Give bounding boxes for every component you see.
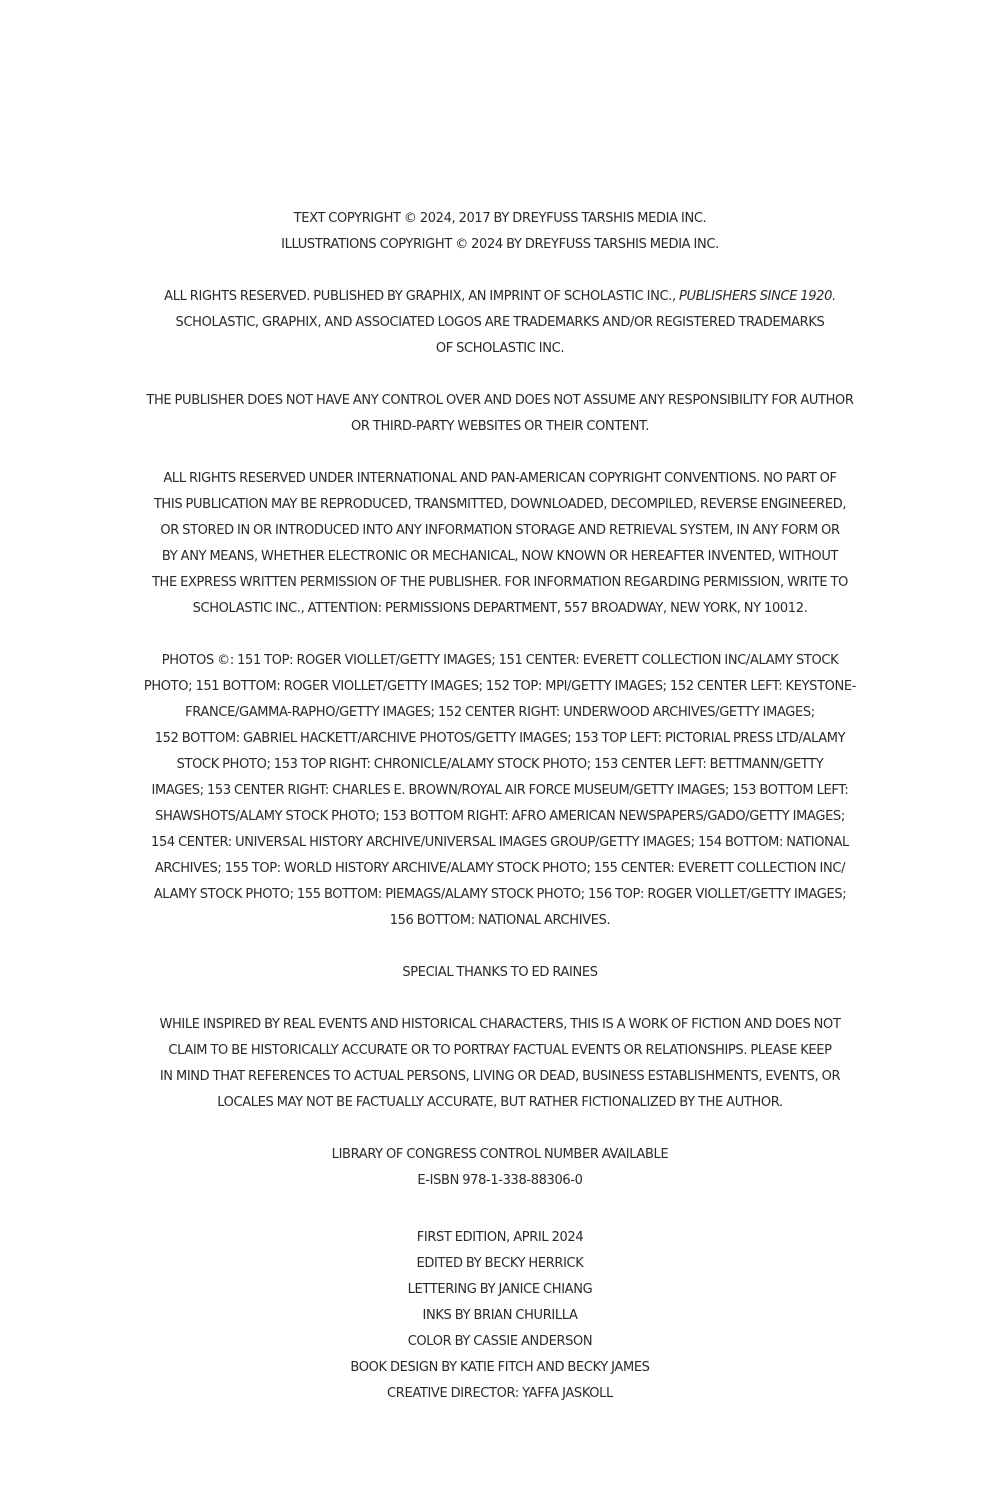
illustrations-copyright: ILLUSTRATIONS COPYRIGHT © 2024 BY DREYFUSS TARSHIS MEDIA INC. <box>281 237 719 252</box>
fiction-disclaimer-line: IN MIND THAT REFERENCES TO ACTUAL PERSONS, LIVING OR DEAD, BUSINESS ESTABLISHMENTS, EVENTS, OR <box>159 1069 841 1084</box>
credit-line: BOOK DESIGN BY KATIE FITCH AND BECKY JAMES <box>350 1360 650 1375</box>
fiction-disclaimer-line: LOCALES MAY NOT BE FACTUALLY ACCURATE, BUT RATHER FICTIONALIZED BY THE AUTHOR. <box>217 1095 783 1110</box>
publishers-since-tagline: PUBLISHERS SINCE 1920. <box>679 289 836 304</box>
thanks-block <box>140 960 860 986</box>
conventions-line: OR STORED IN OR INTRODUCED INTO ANY INFORMATION STORAGE AND RETRIEVAL SYSTEM, IN ANY FORM OR <box>160 523 840 538</box>
credit-line: CREATIVE DIRECTOR: YAFFA JASKOLL <box>387 1386 613 1401</box>
fiction-disclaimer-line: CLAIM TO BE HISTORICALLY ACCURATE OR TO PORTRAY FACTUAL EVENTS OR RELATIONSHIPS. PLEASE KEEP <box>168 1043 832 1058</box>
credit-line: COLOR BY CASSIE ANDERSON <box>407 1334 593 1349</box>
photo-credits-line: STOCK PHOTO; 153 TOP RIGHT: CHRONICLE/ALAMY STOCK PHOTO; 153 CENTER LEFT: BETTMANN/GETTY <box>176 757 824 772</box>
photo-credits-line: 154 CENTER: UNIVERSAL HISTORY ARCHIVE/UNIVERSAL IMAGES GROUP/GETTY IMAGES; 154 BOTTOM: NATIONAL <box>151 835 849 850</box>
photo-credits-line: IMAGES; 153 CENTER RIGHT: CHARLES E. BROWN/ROYAL AIR FORCE MUSEUM/GETTY IMAGES; 153 BOTTOM LEFT: <box>151 783 849 798</box>
photo-credits-line: ALAMY STOCK PHOTO; 155 BOTTOM: PIEMAGS/ALAMY STOCK PHOTO; 156 TOP: ROGER VIOLLET/GETTY IMAGES; <box>153 887 847 902</box>
fiction-disclaimer-block <box>140 1012 860 1116</box>
fiction-disclaimer-line: WHILE INSPIRED BY REAL EVENTS AND HISTORICAL CHARACTERS, THIS IS A WORK OF FICTION AND DOES NOT <box>159 1017 841 1032</box>
rights-block <box>140 284 860 362</box>
catalog-block <box>140 1142 860 1194</box>
responsibility-line-1: THE PUBLISHER DOES NOT HAVE ANY CONTROL OVER AND DOES NOT ASSUME ANY RESPONSIBILITY FOR AUTHOR <box>146 393 854 408</box>
copyright-block <box>140 206 860 258</box>
photo-credits-line: PHOTO; 151 BOTTOM: ROGER VIOLLET/GETTY IMAGES; 152 TOP: MPI/GETTY IMAGES; 152 CENTER LEFT: KEYSTONE- <box>143 679 857 694</box>
copyright-page <box>0 206 1000 1407</box>
rights-line-2: SCHOLASTIC, GRAPHIX, AND ASSOCIATED LOGOS ARE TRADEMARKS AND/OR REGISTERED TRADEMARKS <box>175 315 825 330</box>
conventions-line: THIS PUBLICATION MAY BE REPRODUCED, TRANSMITTED, DOWNLOADED, DECOMPILED, REVERSE ENGINEERED, <box>153 497 847 512</box>
photo-credits-line: PHOTOS ©: 151 TOP: ROGER VIOLLET/GETTY IMAGES; 151 CENTER: EVERETT COLLECTION INC/ALAMY STOCK <box>161 653 839 668</box>
responsibility-line-2: OR THIRD-PARTY WEBSITES OR THEIR CONTENT. <box>351 419 649 434</box>
special-thanks: SPECIAL THANKS TO ED RAINES <box>402 965 598 980</box>
conventions-line: SCHOLASTIC INC., ATTENTION: PERMISSIONS DEPARTMENT, 557 BROADWAY, NEW YORK, NY 10012. <box>192 601 808 616</box>
text-copyright: TEXT COPYRIGHT © 2024, 2017 BY DREYFUSS TARSHIS MEDIA INC. <box>293 211 707 226</box>
credit-line: EDITED BY BECKY HERRICK <box>416 1256 584 1271</box>
photo-credits-line: 156 BOTTOM: NATIONAL ARCHIVES. <box>389 913 611 928</box>
rights-line-1-text: ALL RIGHTS RESERVED. PUBLISHED BY GRAPHIX, AN IMPRINT OF SCHOLASTIC INC., <box>164 289 680 304</box>
rights-line-1 <box>140 284 860 310</box>
eisbn-line: E-ISBN 978-1-338-88306-0 <box>417 1173 583 1188</box>
credit-line: LETTERING BY JANICE CHIANG <box>407 1282 593 1297</box>
photo-credits-block <box>140 648 860 934</box>
credits-block <box>140 1225 860 1407</box>
conventions-line: THE EXPRESS WRITTEN PERMISSION OF THE PUBLISHER. FOR INFORMATION REGARDING PERMISSION, WRITE TO <box>151 575 849 590</box>
credit-line: FIRST EDITION, APRIL 2024 <box>416 1230 584 1245</box>
photo-credits-line: FRANCE/GAMMA-RAPHO/GETTY IMAGES; 152 CENTER RIGHT: UNDERWOOD ARCHIVES/GETTY IMAGES; <box>185 705 815 720</box>
conventions-block <box>140 466 860 622</box>
photo-credits-line: ARCHIVES; 155 TOP: WORLD HISTORY ARCHIVE/ALAMY STOCK PHOTO; 155 CENTER: EVERETT COLLECTION INC/ <box>154 861 846 876</box>
responsibility-block <box>140 388 860 440</box>
conventions-line: BY ANY MEANS, WHETHER ELECTRONIC OR MECHANICAL, NOW KNOWN OR HEREAFTER INVENTED, WITHOUT <box>161 549 839 564</box>
credit-line: INKS BY BRIAN CHURILLA <box>422 1308 578 1323</box>
rights-line-3: OF SCHOLASTIC INC. <box>435 341 565 356</box>
lccn-line: LIBRARY OF CONGRESS CONTROL NUMBER AVAILABLE <box>331 1147 669 1162</box>
photo-credits-line: SHAWSHOTS/ALAMY STOCK PHOTO; 153 BOTTOM RIGHT: AFRO AMERICAN NEWSPAPERS/GADO/GETTY IMAGES; <box>155 809 845 824</box>
conventions-line: ALL RIGHTS RESERVED UNDER INTERNATIONAL AND PAN-AMERICAN COPYRIGHT CONVENTIONS. NO PART OF <box>163 471 837 486</box>
photo-credits-line: 152 BOTTOM: GABRIEL HACKETT/ARCHIVE PHOTOS/GETTY IMAGES; 153 TOP LEFT: PICTORIAL PRESS LTD/ALAMY <box>154 731 846 746</box>
